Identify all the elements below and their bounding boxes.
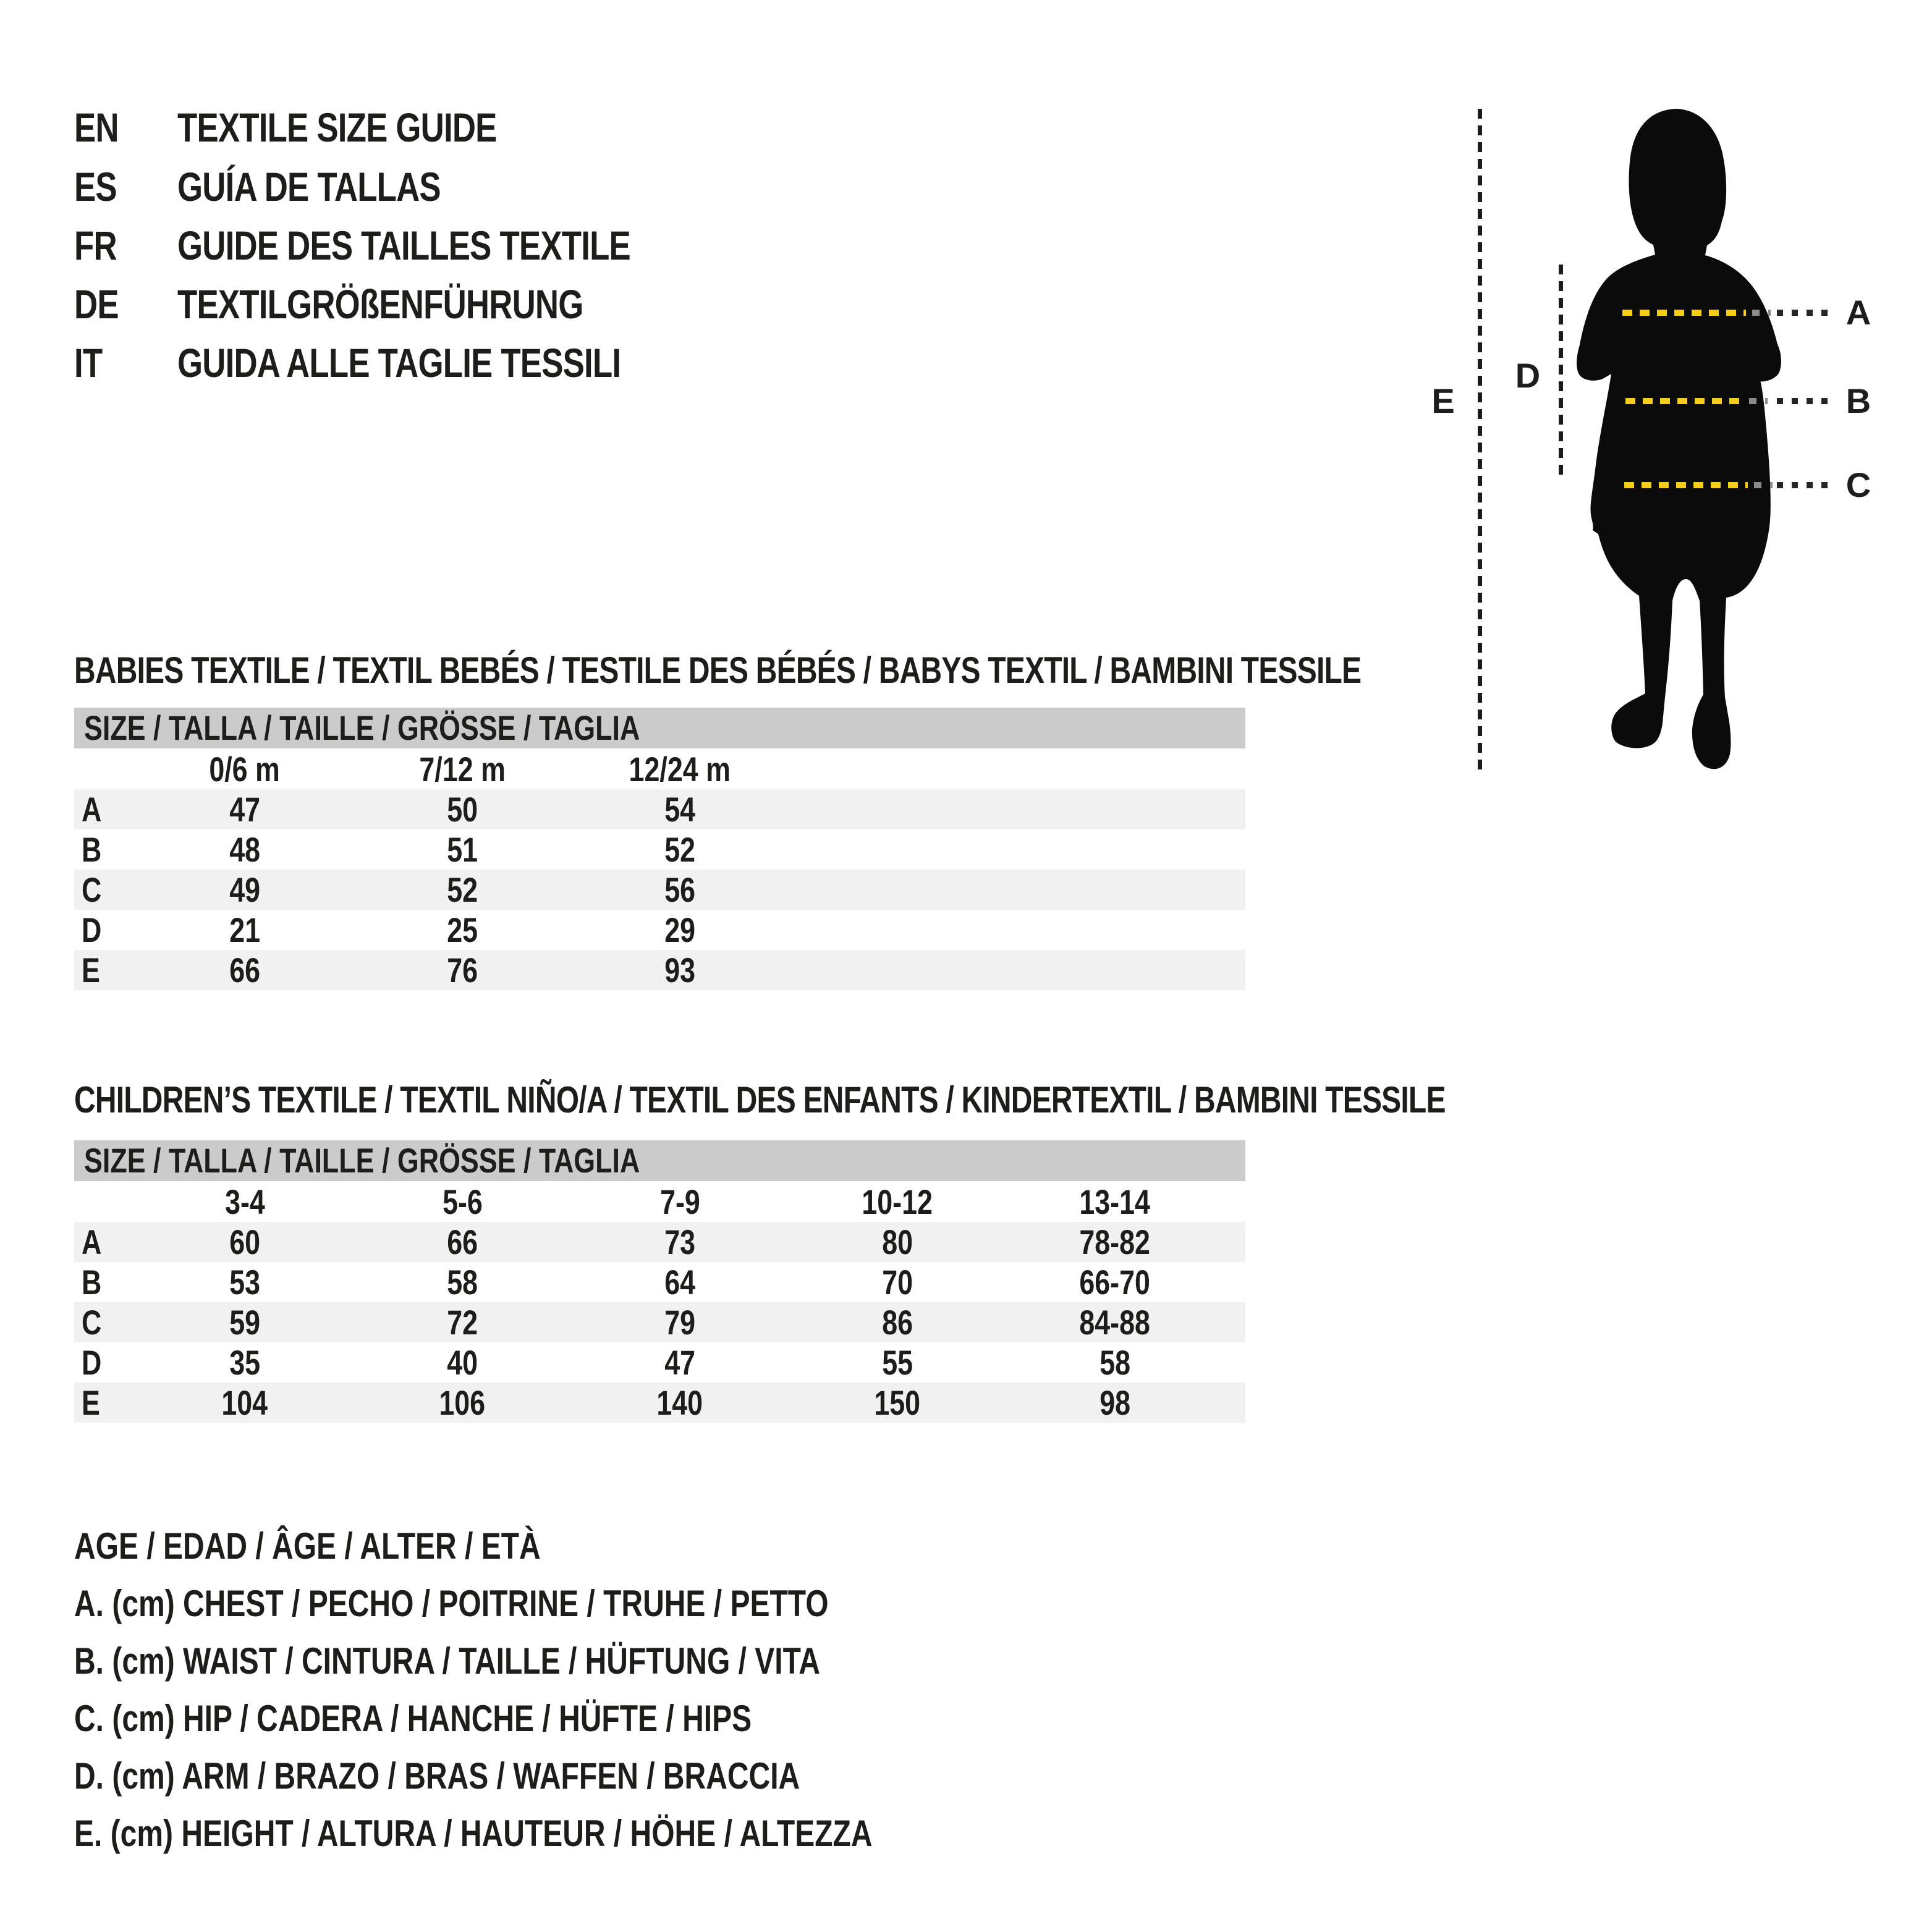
legend-waist-text: B. (cm) WAIST / CINTURA / TAILLE / HÜFTUNG / VITA: [74, 1640, 821, 1682]
lang-title-fr: GUIDE DES TAILLES TEXTILE: [177, 222, 631, 268]
children-c-val-1-text: 59: [229, 1303, 260, 1342]
waist-measure-line-b: [1625, 398, 1743, 404]
table-row: [74, 789, 1245, 829]
children-row-a-label: [74, 1222, 136, 1262]
children-a-val-5-text: 78-82: [1079, 1222, 1151, 1261]
babies-b-val-1-text: 48: [229, 830, 260, 869]
legend-age-text: AGE / EDAD / ÂGE / ALTER / ETÀ: [74, 1525, 541, 1567]
children-e-val-2: [354, 1383, 571, 1423]
children-c-val-4: [789, 1302, 1006, 1342]
children-e-val-5-text: 98: [1099, 1383, 1130, 1422]
children-a-val-2: [354, 1222, 571, 1262]
children-section-title-text: CHILDREN’S TEXTILE / TEXTIL NIÑO/A / TEXTIL DES ENFANTS / KINDERTEXTIL / BAMBINI TESSILE: [74, 1079, 1446, 1121]
babies-c-val-3: [571, 870, 789, 910]
table-row: [74, 870, 1245, 910]
legend-hip: [74, 1690, 921, 1747]
babies-row-e-label: [74, 950, 136, 990]
children-colhead-5-6-text: 5-6: [442, 1182, 483, 1221]
table-row: [74, 950, 1245, 990]
children-row-d-label: [74, 1342, 136, 1383]
children-c-val-2: [354, 1302, 571, 1342]
children-b-val-5: [1006, 1262, 1224, 1302]
babies-c-val-2-text: 52: [447, 870, 478, 909]
children-row-c-label: [74, 1302, 136, 1342]
children-a-val-1-text: 60: [229, 1222, 260, 1261]
babies-a-val-1-text: 47: [229, 790, 260, 829]
babies-d-val-1: [136, 910, 354, 950]
children-e-val-2-text: 106: [439, 1383, 486, 1422]
children-d-val-5-text: 58: [1099, 1343, 1130, 1382]
table-row: [74, 1302, 1245, 1342]
children-row-b-label-text: B: [82, 1263, 102, 1302]
children-d-val-1: [136, 1342, 354, 1383]
children-d-val-2: [354, 1342, 571, 1383]
babies-c-val-1-text: 49: [229, 870, 260, 909]
children-d-val-3-text: 47: [664, 1343, 695, 1382]
children-colhead-13-14: [1006, 1182, 1224, 1222]
legend-waist: [74, 1632, 1007, 1690]
children-d-val-1-text: 35: [229, 1343, 260, 1382]
children-row-c-label-text: C: [82, 1303, 102, 1342]
table-row: [74, 910, 1245, 950]
babies-d-val-2-text: 25: [447, 910, 478, 949]
children-b-val-4-text: 70: [882, 1263, 913, 1302]
babies-row-c-label-text: C: [82, 870, 102, 909]
babies-row-c-label: [74, 870, 136, 910]
children-c-val-3: [571, 1302, 789, 1342]
babies-row-b-label: [74, 829, 136, 870]
babies-a-val-1: [136, 789, 354, 829]
babies-a-val-2-text: 50: [447, 790, 478, 829]
babies-c-val-3-text: 56: [664, 870, 695, 909]
babies-d-val-1-text: 21: [229, 910, 260, 949]
children-a-val-2-text: 66: [447, 1222, 478, 1261]
babies-colhead-0-6m: [136, 749, 354, 789]
children-b-val-3: [571, 1262, 789, 1302]
children-colhead-13-14-text: 13-14: [1079, 1182, 1151, 1221]
children-e-val-1: [136, 1383, 354, 1423]
children-d-val-2-text: 40: [447, 1343, 478, 1382]
measurement-figure: [1421, 87, 1932, 810]
table-row: [74, 1342, 1245, 1383]
children-b-val-2-text: 58: [447, 1263, 478, 1302]
children-section-title: [74, 1074, 1788, 1127]
babies-row-d-label: [74, 910, 136, 950]
babies-e-val-2-text: 76: [447, 951, 478, 989]
children-a-val-3: [571, 1222, 789, 1262]
chest-measure-line-a-fade: [1752, 310, 1771, 316]
babies-b-val-1: [136, 829, 354, 870]
babies-row-a-label: [74, 789, 136, 829]
children-b-val-5-text: 66-70: [1079, 1263, 1151, 1302]
children-row-b-label: [74, 1262, 136, 1302]
hip-measure-leader-c: [1777, 482, 1829, 488]
children-e-val-1-text: 104: [221, 1383, 268, 1422]
children-size-header-text: SIZE / TALLA / TAILLE / GRÖSSE / TAGLIA: [84, 1141, 640, 1180]
children-a-val-5: [1006, 1222, 1224, 1262]
lang-code-de: DE: [74, 281, 119, 327]
babies-colhead-7-12m: [354, 749, 571, 789]
children-b-val-3-text: 64: [664, 1263, 695, 1302]
legend-arm-text: D. (cm) ARM / BRAZO / BRAS / WAFFEN / BRACCIA: [74, 1755, 800, 1797]
babies-a-val-3-text: 54: [664, 790, 695, 829]
lang-line-it: [74, 337, 732, 388]
babies-colhead-12-24m-text: 12/24 m: [629, 749, 731, 789]
chest-measure-leader-a: [1777, 310, 1829, 316]
babies-d-val-2: [354, 910, 571, 950]
children-b-val-2: [354, 1262, 571, 1302]
babies-c-val-1: [136, 870, 354, 910]
children-e-val-4-text: 150: [874, 1383, 921, 1422]
children-c-val-2-text: 72: [447, 1303, 478, 1342]
children-c-val-1: [136, 1302, 354, 1342]
lang-line-es: [74, 161, 507, 212]
babies-e-val-1-text: 66: [229, 951, 260, 989]
table-row: [74, 1222, 1245, 1262]
children-e-val-5: [1006, 1383, 1224, 1423]
babies-row-e-label-text: E: [82, 951, 100, 989]
babies-d-val-3: [571, 910, 789, 950]
babies-section-title: [74, 644, 1683, 697]
children-c-val-5-text: 84-88: [1079, 1303, 1151, 1342]
babies-c-val-2: [354, 870, 571, 910]
babies-size-header-bar: [74, 708, 1245, 748]
lang-code-en: EN: [74, 104, 119, 150]
children-column-header-row: [74, 1181, 1245, 1222]
children-a-val-1: [136, 1222, 354, 1262]
lang-code-fr: FR: [74, 222, 117, 268]
children-colhead-7-9: [571, 1182, 789, 1222]
arm-measure-line-d: [1559, 265, 1563, 475]
lang-code-es: ES: [74, 164, 117, 210]
babies-e-val-1: [136, 950, 354, 990]
babies-b-val-2-text: 51: [447, 830, 478, 869]
figure-label-b: B: [1845, 381, 1871, 420]
babies-e-val-2: [354, 950, 571, 990]
children-d-val-4-text: 55: [882, 1343, 913, 1382]
legend-height-text: E. (cm) HEIGHT / ALTURA / HAUTEUR / HÖHE / ALTEZZA: [74, 1813, 873, 1854]
lang-title-de: TEXTILGRÖßENFÜHRUNG: [177, 281, 583, 327]
lang-line-fr: [74, 220, 744, 271]
children-b-val-1-text: 53: [229, 1263, 260, 1302]
children-a-val-4: [789, 1222, 1006, 1262]
children-d-val-4: [789, 1342, 1006, 1383]
babies-size-header-text: SIZE / TALLA / TAILLE / GRÖSSE / TAGLIA: [84, 708, 640, 747]
lang-title-en: TEXTILE SIZE GUIDE: [177, 104, 497, 150]
waist-measure-line-b-fade: [1749, 398, 1768, 404]
babies-b-val-3-text: 52: [664, 830, 695, 869]
babies-section-title-text: BABIES TEXTILE / TEXTIL BEBÉS / TESTILE DES BÉBÉS / BABYS TEXTIL / BAMBINI TESSILE: [74, 650, 1362, 691]
children-b-val-1: [136, 1262, 354, 1302]
lang-line-de: [74, 279, 685, 329]
children-d-val-3: [571, 1342, 789, 1383]
babies-row-a-label-text: A: [82, 790, 102, 829]
babies-colhead-12-24m: [571, 749, 789, 789]
chest-measure-line-a: [1622, 310, 1746, 316]
children-size-header-bar: [74, 1140, 1245, 1181]
hip-measure-line-c-fade: [1754, 482, 1773, 488]
children-colhead-10-12-text: 10-12: [862, 1182, 933, 1221]
hip-measure-line-c: [1624, 482, 1748, 488]
children-c-val-4-text: 86: [882, 1303, 913, 1342]
legend-age: [74, 1517, 657, 1575]
babies-row-d-label-text: D: [82, 910, 102, 949]
children-row-a-label-text: A: [82, 1222, 102, 1261]
legend-hip-text: C. (cm) HIP / CADERA / HANCHE / HÜFTE / HIPS: [74, 1698, 752, 1739]
babies-row-b-label-text: B: [82, 830, 102, 869]
babies-column-header-row: [74, 748, 1245, 789]
children-e-val-3-text: 140: [656, 1383, 703, 1422]
children-colhead-3-4-text: 3-4: [224, 1182, 265, 1221]
legend-chest-text: A. (cm) CHEST / PECHO / POITRINE / TRUHE / PETTO: [74, 1583, 829, 1624]
children-e-val-4: [789, 1383, 1006, 1423]
lang-code-it: IT: [74, 340, 103, 386]
table-row: [74, 829, 1245, 870]
children-row-e-label: [74, 1383, 136, 1423]
figure-label-a: A: [1845, 293, 1871, 332]
children-a-val-3-text: 73: [664, 1222, 695, 1261]
table-row: [74, 1383, 1245, 1423]
figure-label-c: C: [1845, 465, 1871, 504]
babies-a-val-3: [571, 789, 789, 829]
lang-title-es: GUÍA DE TALLAS: [177, 164, 441, 210]
children-c-val-5: [1006, 1302, 1224, 1342]
babies-colhead-0-6m-text: 0/6 m: [209, 749, 281, 789]
figure-label-d: D: [1515, 356, 1541, 395]
children-colhead-7-9-text: 7-9: [659, 1182, 700, 1221]
figure-label-e: E: [1431, 381, 1455, 420]
legend-chest: [74, 1575, 1017, 1632]
lang-line-en: [74, 102, 577, 153]
children-d-val-5: [1006, 1342, 1224, 1383]
children-row-d-label-text: D: [82, 1343, 102, 1382]
legend-height: [74, 1805, 1072, 1862]
children-row-e-label-text: E: [82, 1383, 100, 1422]
lang-title-it: GUIDA ALLE TAGLIE TESSILI: [177, 340, 621, 386]
waist-measure-leader-b: [1777, 398, 1829, 404]
children-c-val-3-text: 79: [664, 1303, 695, 1342]
babies-e-val-3: [571, 950, 789, 990]
children-e-val-3: [571, 1383, 789, 1423]
babies-b-val-3: [571, 829, 789, 870]
children-colhead-5-6: [354, 1182, 571, 1222]
legend-arm: [74, 1747, 981, 1805]
babies-b-val-2: [354, 829, 571, 870]
babies-colhead-7-12m-text: 7/12 m: [419, 749, 506, 789]
children-colhead-3-4: [136, 1182, 354, 1222]
table-row: [74, 1262, 1245, 1302]
children-colhead-10-12: [789, 1182, 1006, 1222]
babies-e-val-3-text: 93: [664, 951, 695, 989]
babies-d-val-3-text: 29: [664, 910, 695, 949]
children-b-val-4: [789, 1262, 1006, 1302]
children-a-val-4-text: 80: [882, 1222, 913, 1261]
babies-a-val-2: [354, 789, 571, 829]
